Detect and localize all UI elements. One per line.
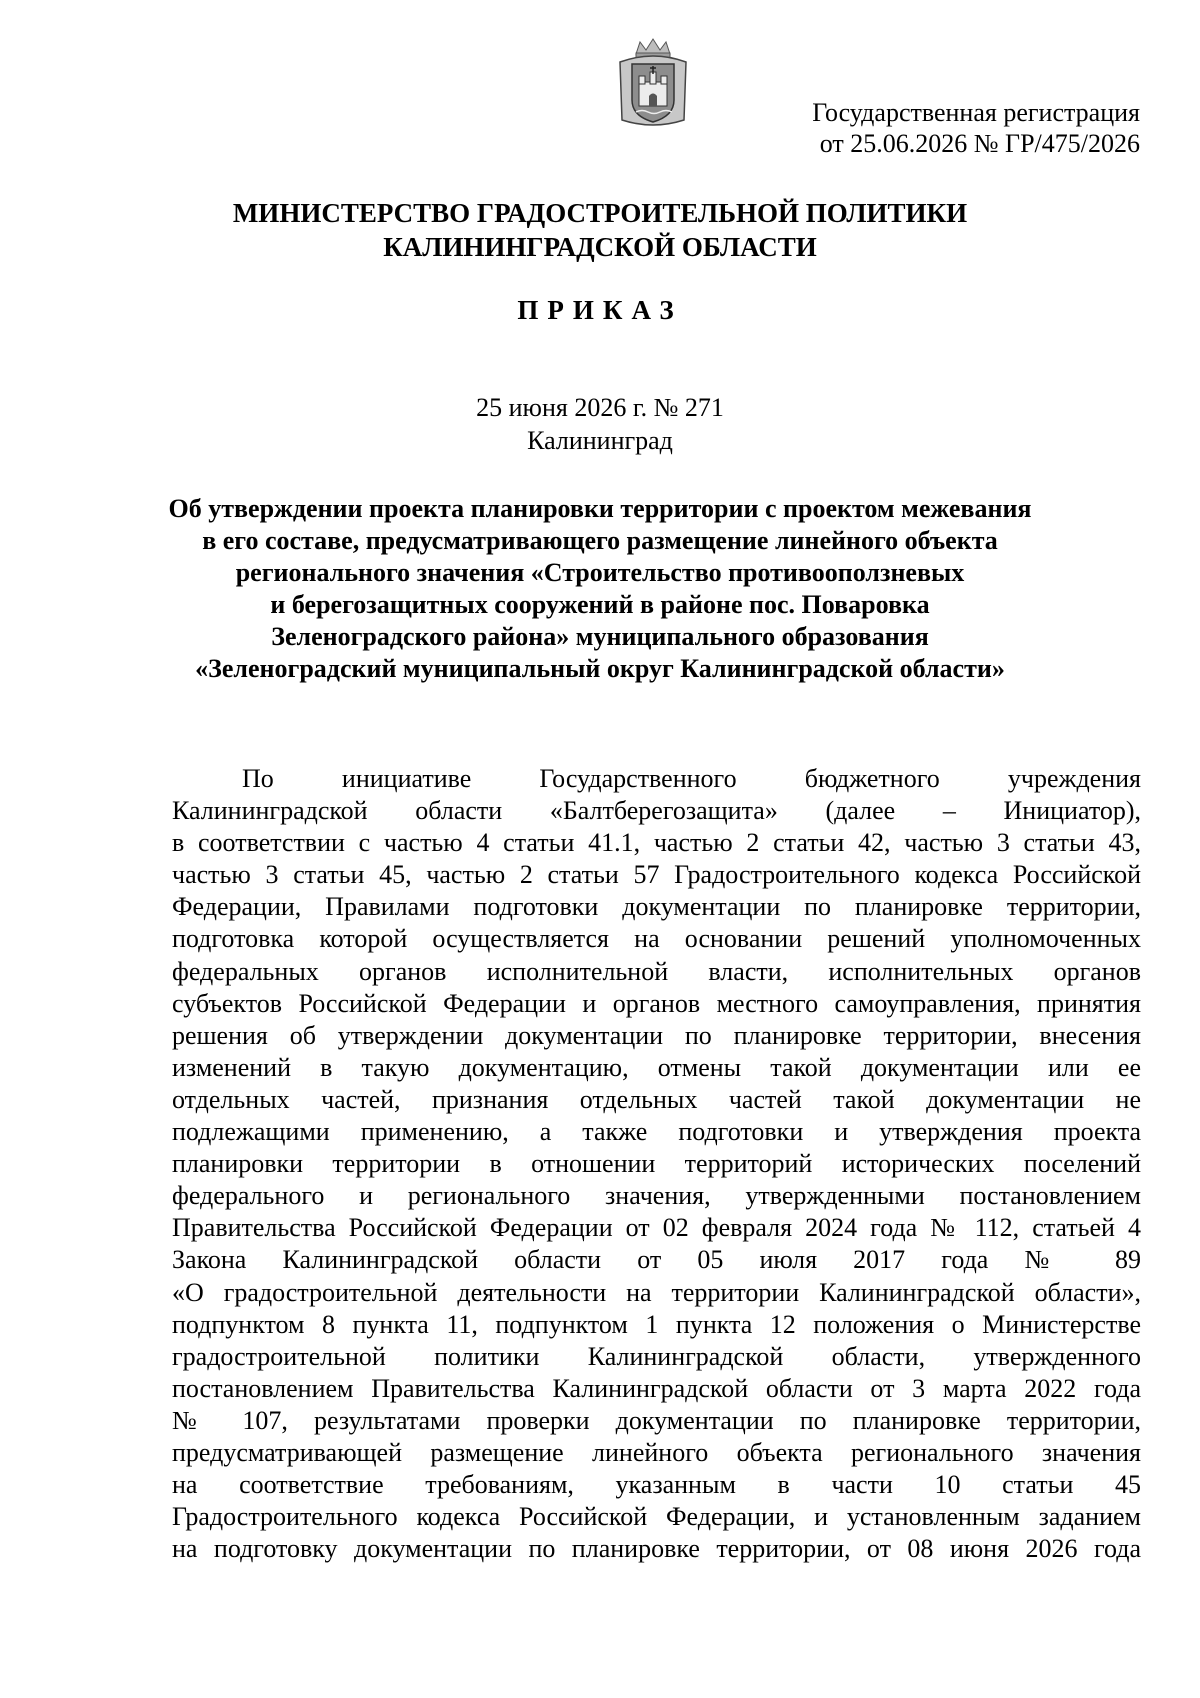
body-line: Закона Калининградской области от 05 июля 2017 года № 89 (172, 1245, 1141, 1275)
registration-number: от 25.06.2026 № ГР/475/2026 (819, 129, 1140, 158)
ministry-name-line-2: КАЛИНИНГРАДСКОЙ ОБЛАСТИ (383, 232, 817, 262)
body-line: субъектов Российской Федерации и органов местного самоуправления, принятия (172, 988, 1141, 1018)
body-line: отдельных частей, признания отдельных частей такой документации не (172, 1084, 1141, 1114)
subject-line: «Зеленоградский муниципальный округ Калининградской области» (195, 654, 1005, 683)
body-line: на соответствие требованиям, указанным в части 10 статьи 45 (172, 1470, 1141, 1500)
body-line: подпунктом 8 пункта 11, подпунктом 1 пункта 12 положения о Министерстве (172, 1309, 1141, 1339)
body-line: Федерации, Правилами подготовки документации по планировке территории, (172, 892, 1141, 922)
body-line: Правительства Российской Федерации от 02 февраля 2024 года № 112, статьей 4 (172, 1213, 1141, 1243)
body-line: на подготовку документации по планировке территории, от 08 июня 2026 года (172, 1534, 1141, 1564)
body-line: федеральных органов исполнительной власти, исполнительных органов (172, 956, 1141, 986)
subject-line: Об утверждении проекта планировки территории с проектом межевания (168, 494, 1032, 523)
order-subject (100, 493, 1100, 685)
body-line: подлежащими применению, а также подготовки и утверждения проекта (172, 1117, 1141, 1147)
body-line: Градостроительного кодекса Российской Федерации, и установленным заданием (172, 1502, 1141, 1532)
subject-line: и берегозащитных сооружений в районе пос. Поваровка (270, 590, 930, 619)
body-line: федерального и регионального значения, утвержденными постановлением (172, 1181, 1141, 1211)
body-line: По инициативе Государственного бюджетного учреждения (242, 764, 1141, 793)
body-line: изменений в такую документацию, отмены такой документации или ее (172, 1052, 1141, 1082)
body-line: «О градостроительной деятельности на территории Калининградской области», (172, 1277, 1141, 1307)
registration-line: Государственная регистрация (812, 98, 1140, 127)
body-line: планировки территории в отношении территорий исторических поселений (172, 1149, 1141, 1179)
subject-line: в его составе, предусматривающего размещение линейного объекта (202, 526, 998, 555)
body-line: подготовка которой осуществляется на основании решений уполномоченных (172, 924, 1141, 954)
order-date-number: 25 июня 2026 г. № 271 (476, 393, 724, 422)
body-line: частью 3 статьи 45, частью 2 статьи 57 Градостроительного кодекса Российской (172, 860, 1141, 890)
ministry-name-line-1: МИНИСТЕРСТВО ГРАДОСТРОИТЕЛЬНОЙ ПОЛИТИКИ (232, 198, 968, 228)
body-line: постановлением Правительства Калининградской области от 3 марта 2022 года (172, 1373, 1141, 1403)
coat-of-arms-emblem (614, 36, 692, 130)
ministry-heading (0, 196, 1200, 264)
body-line: решения об утверждении документации по планировке территории, внесения (172, 1020, 1141, 1050)
body-line: Калининградской области «Балтберегозащита» (далее – Инициатор), (172, 796, 1141, 826)
order-date-place (0, 391, 1200, 457)
order-body-paragraph (172, 763, 1141, 1565)
subject-line: регионального значения «Строительство противооползневых (235, 558, 965, 587)
body-line: градостроительной политики Калининградской области, утвержденного (172, 1341, 1141, 1371)
state-registration-stamp (700, 97, 1140, 159)
subject-line: Зеленоградского района» муниципального образования (271, 622, 929, 651)
body-line: № 107, результатами проверки документации по планировке территории, (172, 1405, 1141, 1435)
body-line: предусматривающей размещение линейного объекта регионального значения (172, 1437, 1141, 1467)
body-line: в соответствии с частью 4 статьи 41.1, частью 2 статьи 42, частью 3 статьи 43, (172, 828, 1141, 858)
document-type-title: ПРИКАЗ (517, 295, 683, 325)
order-city: Калининград (527, 426, 673, 455)
